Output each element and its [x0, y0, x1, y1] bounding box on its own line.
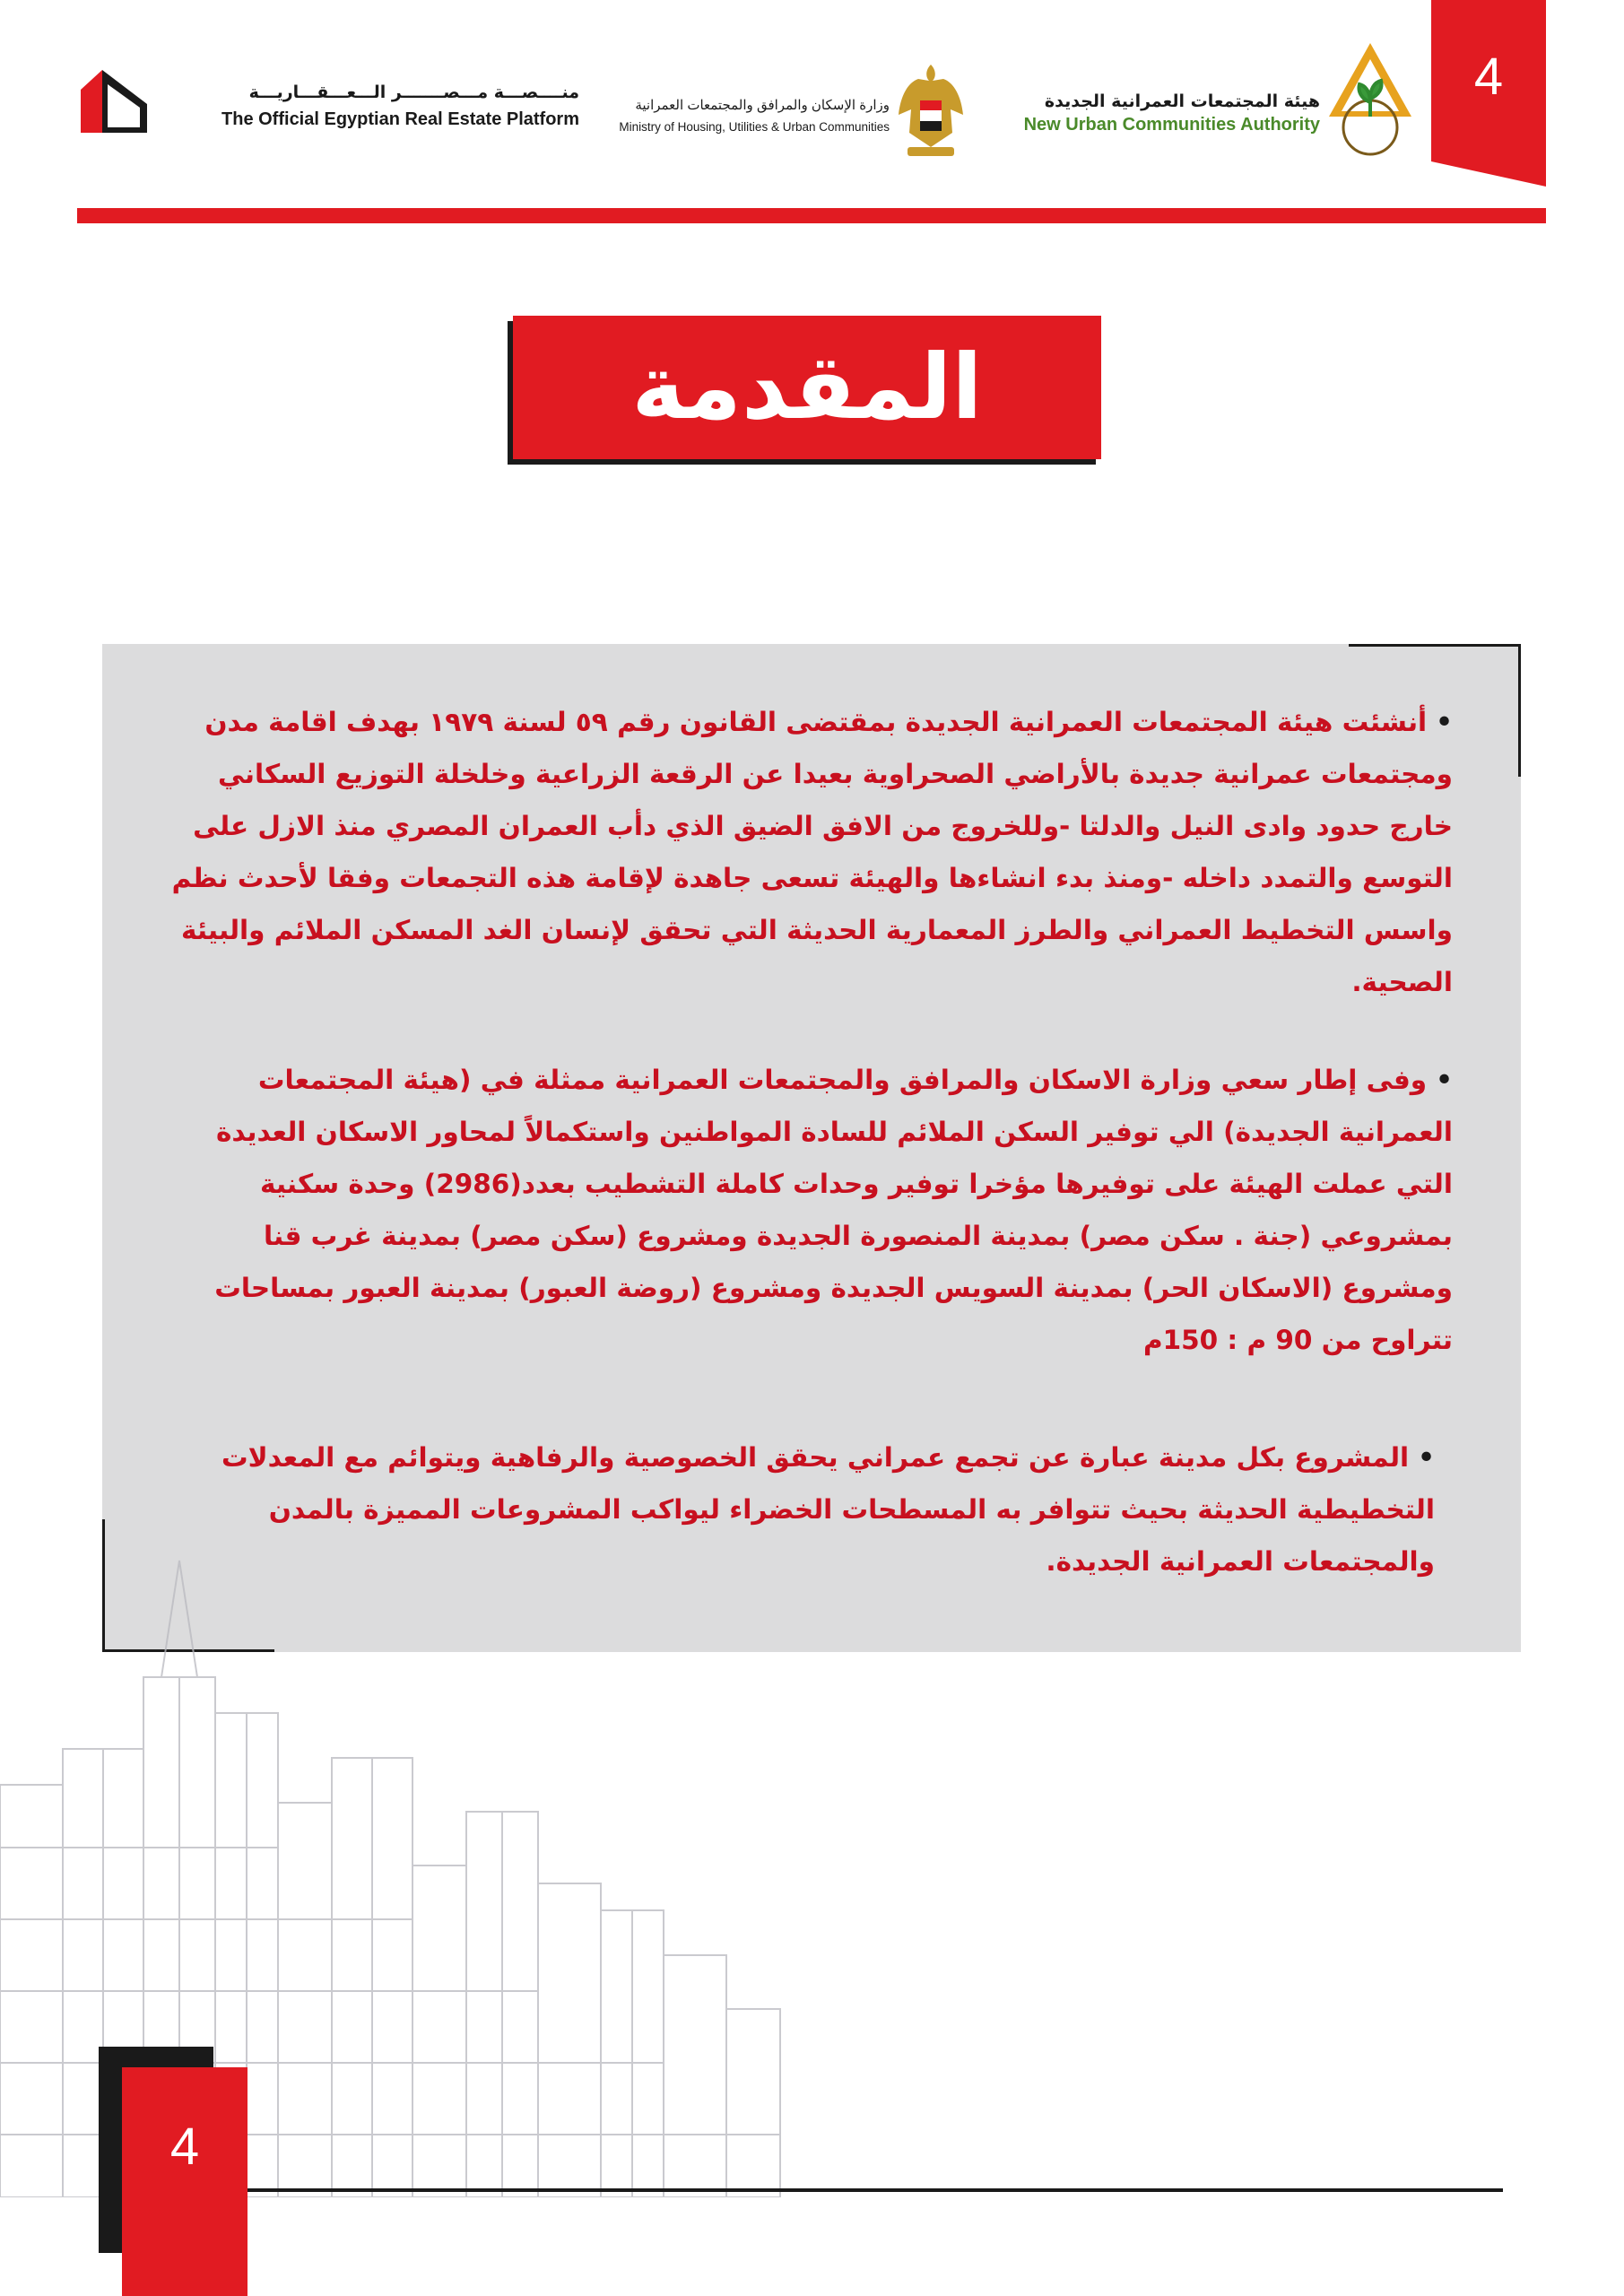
- paragraph-3: [161, 1431, 1435, 1587]
- ministry-logo-english: Ministry of Housing, Utilities & Urban Communities: [619, 120, 890, 134]
- platform-logo-english: The Official Egyptian Real Estate Platform: [221, 109, 579, 129]
- platform-logo-arabic: منــــصـــة مـــصـــــــر الـــعـــقـــاريـــة: [248, 83, 579, 102]
- egypt-eagle-emblem-icon: [897, 61, 965, 160]
- nuca-logo-arabic: هيئة المجتمعات العمرانية الجديدة: [1044, 91, 1320, 111]
- corner-line-right: [1518, 644, 1521, 777]
- paragraph-3-text: المشروع بكل مدينة عبارة عن تجمع عمراني يحقق الخصوصية والرفاهية ويتوائم مع المعدلات التخطيطية الحديثة بحيث تتوافر به المسطحات الخضراء ليواكب المشروعات المميزة بالمدن والمجتمعات العمرانية الجديدة.: [221, 1442, 1435, 1577]
- ministry-logo-arabic: وزارة الإسكان والمرافق والمجتمعات العمرانية: [635, 98, 890, 113]
- page-number-bottom: 4: [169, 2118, 200, 2176]
- paragraph-1-text: أنشئت هيئة المجتمعات العمرانية الجديدة بمقتضى القانون رقم ٥٩ لسنة ١٩٧٩ بهدف اقامة مدن ومجتمعات عمرانية جديدة بالأراضي الصحراوية بعيدا عن الرقعة الزراعية وخلخلة التوزيع السكاني خارج حدود وادى النيل والدلتا -وللخروج من الافق الضيق الذي دأب العمران المصري منذ الازل على التوسع والتمدد داخله -ومنذ بدء انشاءها والهيئة تسعى جاهدة لإقامة هذه التجمعات وفقا لأحدث نظم واسس التخطيط العمراني والطرز المعمارية الحديثة التي تحقق لإنسان الغد المسكن الملائم والبيئة الصحية.: [171, 707, 1453, 997]
- paragraph-2: [152, 1054, 1453, 1366]
- bullet-icon: •: [1418, 1442, 1435, 1473]
- bullet-icon: •: [1436, 1065, 1453, 1095]
- nuca-logo-english: New Urban Communities Authority: [1023, 115, 1320, 135]
- platform-logo: [77, 63, 579, 144]
- nuca-logo: [995, 39, 1417, 165]
- bullet-icon: •: [1436, 707, 1453, 737]
- house-logo-icon: [77, 65, 151, 135]
- paragraph-1: [170, 696, 1453, 1008]
- section-title-box: [513, 316, 1101, 459]
- corner-line-top: [1349, 644, 1521, 647]
- section-title: المقدمة: [631, 335, 983, 439]
- footer-page-tab: [122, 2067, 248, 2296]
- nuca-emblem-icon: [1324, 39, 1417, 160]
- page-number-top: 4: [1473, 48, 1504, 106]
- header-divider: [77, 208, 1546, 223]
- ministry-logo: [606, 61, 965, 160]
- paragraph-2-text: وفى إطار سعي وزارة الاسكان والمرافق والمجتمعات العمرانية ممثلة في (هيئة المجتمعات العمرانية الجديدة) الي توفير السكن الملائم للسادة المواطنين واستكمالاً لمحاور الاسكان العديدة التي عملت الهيئة على توفيرها مؤخرا توفير وحدات كاملة التشطيب بعدد(2986) وحدة سكنية بمشروعي (جنة . سكن مصر) بمدينة المنصورة الجديدة ومشروع (سكن مصر) بمدينة غرب قنا ومشروع (الاسكان الحر) بمدينة السويس الجديدة ومشروع (روضة العبور) بمدينة العبور بمساحات تتراوح من 90 م : 150م: [214, 1065, 1453, 1355]
- footer-divider: [248, 2188, 1503, 2192]
